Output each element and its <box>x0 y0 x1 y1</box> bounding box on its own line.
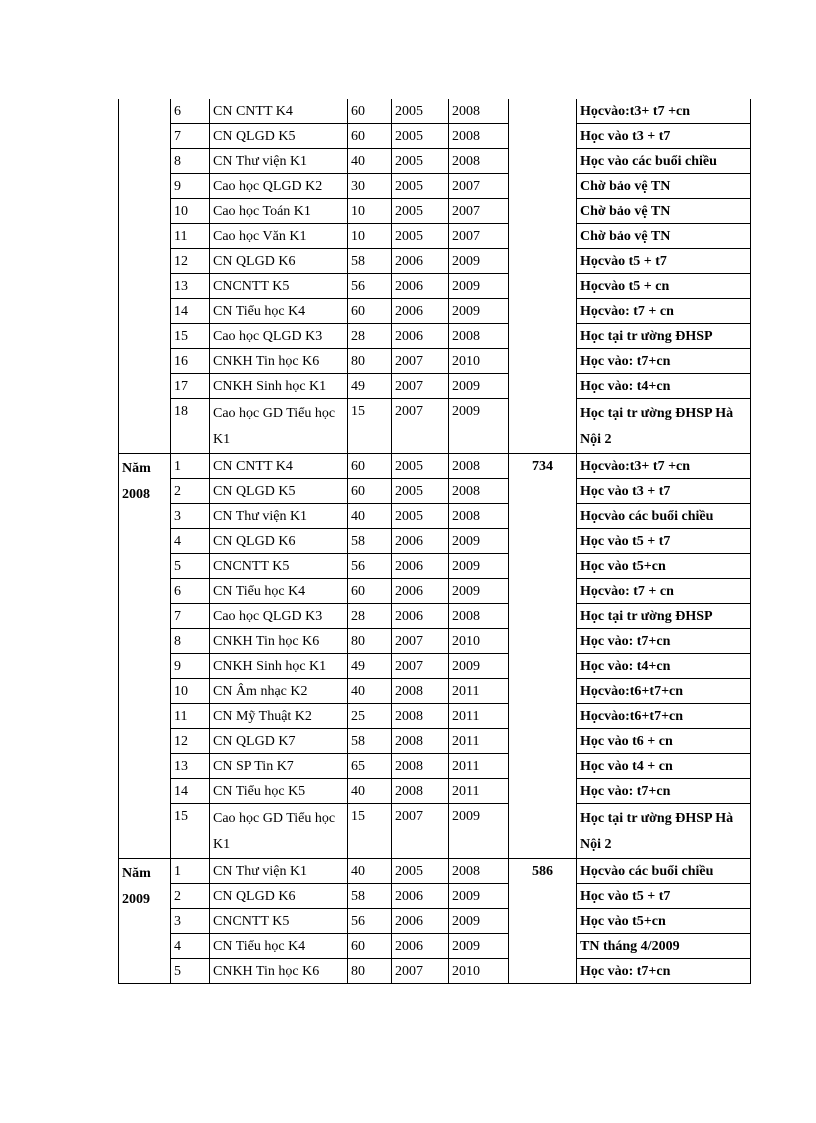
schedule-note-cell: Họcvào t5 + cn <box>577 274 751 299</box>
row-number-cell: 9 <box>171 174 210 199</box>
table-row <box>119 249 751 274</box>
year-cell: Năm 2008 <box>119 454 171 859</box>
start-year-cell: 2006 <box>392 579 449 604</box>
schedule-note-cell: Học vào: t7+cn <box>577 959 751 984</box>
schedule-note-cell: Học vào: t4+cn <box>577 374 751 399</box>
student-count-cell: 60 <box>348 299 392 324</box>
class-name-cell: CN Âm nhạc K2 <box>210 679 348 704</box>
class-name-cell: Cao học QLGD K3 <box>210 324 348 349</box>
start-year-cell: 2006 <box>392 554 449 579</box>
student-count-cell: 60 <box>348 99 392 124</box>
class-name-cell: CN Tiểu học K4 <box>210 299 348 324</box>
end-year-cell: 2010 <box>449 629 509 654</box>
schedule-note-cell: Họcvào:t3+ t7 +cn <box>577 99 751 124</box>
table-row <box>119 959 751 984</box>
start-year-cell: 2005 <box>392 149 449 174</box>
table-row <box>119 554 751 579</box>
student-count-cell: 10 <box>348 199 392 224</box>
end-year-cell: 2008 <box>449 99 509 124</box>
table-row <box>119 859 751 884</box>
end-year-cell: 2008 <box>449 604 509 629</box>
end-year-cell: 2011 <box>449 679 509 704</box>
student-count-cell: 60 <box>348 454 392 479</box>
schedule-note-cell: Học vào t3 + t7 <box>577 124 751 149</box>
student-count-cell: 56 <box>348 554 392 579</box>
schedule-note-cell: Học tại tr ường ĐHSP <box>577 324 751 349</box>
table-row <box>119 529 751 554</box>
table-row <box>119 399 751 454</box>
student-count-cell: 49 <box>348 374 392 399</box>
table-row <box>119 479 751 504</box>
class-name-cell: CN QLGD K6 <box>210 884 348 909</box>
student-count-cell: 60 <box>348 934 392 959</box>
start-year-cell: 2005 <box>392 859 449 884</box>
table-row <box>119 99 751 124</box>
schedule-note-cell: Học vào: t7+cn <box>577 779 751 804</box>
table-row <box>119 224 751 249</box>
start-year-cell: 2005 <box>392 124 449 149</box>
schedule-note-cell: Học vào t5 + t7 <box>577 529 751 554</box>
row-number-cell: 16 <box>171 349 210 374</box>
start-year-cell: 2008 <box>392 704 449 729</box>
schedule-note-cell: Học vào t5 + t7 <box>577 884 751 909</box>
end-year-cell: 2009 <box>449 299 509 324</box>
schedule-note-cell: Học tại tr ường ĐHSP <box>577 604 751 629</box>
row-number-cell: 8 <box>171 629 210 654</box>
row-number-cell: 1 <box>171 859 210 884</box>
row-number-cell: 18 <box>171 399 210 454</box>
class-name-cell: CN Mỹ Thuật K2 <box>210 704 348 729</box>
row-number-cell: 3 <box>171 504 210 529</box>
table-row <box>119 349 751 374</box>
row-number-cell: 8 <box>171 149 210 174</box>
year-cell <box>119 99 171 454</box>
student-count-cell: 80 <box>348 349 392 374</box>
row-number-cell: 14 <box>171 779 210 804</box>
row-number-cell: 13 <box>171 754 210 779</box>
schedule-note-cell: Học vào các buổi chiều <box>577 149 751 174</box>
total-cell: 734 <box>509 454 577 859</box>
class-name-cell: CN CNTT K4 <box>210 99 348 124</box>
table-row <box>119 804 751 859</box>
schedule-note-cell: Họcvào:t3+ t7 +cn <box>577 454 751 479</box>
table-row <box>119 934 751 959</box>
schedule-note-cell: Chờ bảo vệ TN <box>577 174 751 199</box>
schedule-note-cell: Học vào t5+cn <box>577 554 751 579</box>
row-number-cell: 15 <box>171 324 210 349</box>
class-name-cell: CN Tiểu học K5 <box>210 779 348 804</box>
enrollment-table <box>118 99 751 984</box>
student-count-cell: 80 <box>348 629 392 654</box>
class-name-cell: CNCNTT K5 <box>210 274 348 299</box>
end-year-cell: 2011 <box>449 754 509 779</box>
class-name-cell: Cao học QLGD K3 <box>210 604 348 629</box>
student-count-cell: 58 <box>348 249 392 274</box>
class-name-cell: CNKH Tin học K6 <box>210 629 348 654</box>
row-number-cell: 6 <box>171 579 210 604</box>
table-row <box>119 729 751 754</box>
table-row <box>119 374 751 399</box>
schedule-note-cell: Học vào: t7+cn <box>577 349 751 374</box>
schedule-note-cell: Học vào t4 + cn <box>577 754 751 779</box>
end-year-cell: 2009 <box>449 554 509 579</box>
row-number-cell: 2 <box>171 884 210 909</box>
student-count-cell: 40 <box>348 779 392 804</box>
schedule-note-cell: Họcvào:t6+t7+cn <box>577 704 751 729</box>
student-count-cell: 40 <box>348 679 392 704</box>
start-year-cell: 2007 <box>392 629 449 654</box>
row-number-cell: 7 <box>171 604 210 629</box>
start-year-cell: 2006 <box>392 274 449 299</box>
student-count-cell: 49 <box>348 654 392 679</box>
start-year-cell: 2007 <box>392 804 449 859</box>
end-year-cell: 2008 <box>449 859 509 884</box>
class-name-cell: CN CNTT K4 <box>210 454 348 479</box>
table-row <box>119 199 751 224</box>
schedule-note-cell: Học vào: t4+cn <box>577 654 751 679</box>
row-number-cell: 17 <box>171 374 210 399</box>
year-cell: Năm 2009 <box>119 859 171 984</box>
student-count-cell: 28 <box>348 324 392 349</box>
schedule-note-cell: Học vào: t7+cn <box>577 629 751 654</box>
table-row <box>119 779 751 804</box>
schedule-note-cell: Học vào t6 + cn <box>577 729 751 754</box>
start-year-cell: 2007 <box>392 399 449 454</box>
row-number-cell: 6 <box>171 99 210 124</box>
row-number-cell: 4 <box>171 934 210 959</box>
row-number-cell: 11 <box>171 224 210 249</box>
end-year-cell: 2010 <box>449 959 509 984</box>
row-number-cell: 3 <box>171 909 210 934</box>
class-name-cell: CN QLGD K5 <box>210 479 348 504</box>
student-count-cell: 56 <box>348 274 392 299</box>
schedule-note-cell: Họcvào các buổi chiều <box>577 859 751 884</box>
class-name-cell: CNKH Sinh học K1 <box>210 654 348 679</box>
row-number-cell: 10 <box>171 199 210 224</box>
class-name-cell: CNKH Tin học K6 <box>210 349 348 374</box>
end-year-cell: 2009 <box>449 374 509 399</box>
class-name-cell: Cao học QLGD K2 <box>210 174 348 199</box>
end-year-cell: 2008 <box>449 479 509 504</box>
start-year-cell: 2008 <box>392 779 449 804</box>
schedule-note-cell: Học vào t5+cn <box>577 909 751 934</box>
class-name-cell: Cao học GD Tiểu học K1 <box>210 804 348 859</box>
student-count-cell: 58 <box>348 729 392 754</box>
class-name-cell: CNKH Tin học K6 <box>210 959 348 984</box>
start-year-cell: 2007 <box>392 654 449 679</box>
start-year-cell: 2006 <box>392 299 449 324</box>
table-row <box>119 604 751 629</box>
student-count-cell: 40 <box>348 859 392 884</box>
student-count-cell: 60 <box>348 479 392 504</box>
schedule-note-cell: Học tại tr ường ĐHSP Hà Nội 2 <box>577 804 751 859</box>
end-year-cell: 2011 <box>449 729 509 754</box>
schedule-note-cell: Họcvào: t7 + cn <box>577 299 751 324</box>
table-row <box>119 884 751 909</box>
end-year-cell: 2011 <box>449 779 509 804</box>
start-year-cell: 2005 <box>392 99 449 124</box>
schedule-note-cell: Họcvào: t7 + cn <box>577 579 751 604</box>
row-number-cell: 5 <box>171 959 210 984</box>
row-number-cell: 11 <box>171 704 210 729</box>
row-number-cell: 5 <box>171 554 210 579</box>
start-year-cell: 2005 <box>392 504 449 529</box>
end-year-cell: 2007 <box>449 224 509 249</box>
end-year-cell: 2008 <box>449 124 509 149</box>
start-year-cell: 2007 <box>392 374 449 399</box>
table-row <box>119 909 751 934</box>
end-year-cell: 2008 <box>449 504 509 529</box>
start-year-cell: 2007 <box>392 959 449 984</box>
student-count-cell: 80 <box>348 959 392 984</box>
student-count-cell: 56 <box>348 909 392 934</box>
end-year-cell: 2009 <box>449 934 509 959</box>
end-year-cell: 2009 <box>449 399 509 454</box>
end-year-cell: 2008 <box>449 454 509 479</box>
class-name-cell: CN QLGD K6 <box>210 249 348 274</box>
table-row <box>119 629 751 654</box>
row-number-cell: 13 <box>171 274 210 299</box>
student-count-cell: 60 <box>348 124 392 149</box>
table-row <box>119 679 751 704</box>
start-year-cell: 2006 <box>392 934 449 959</box>
class-name-cell: CN QLGD K5 <box>210 124 348 149</box>
table-row <box>119 324 751 349</box>
row-number-cell: 7 <box>171 124 210 149</box>
start-year-cell: 2006 <box>392 909 449 934</box>
class-name-cell: CN Thư viện K1 <box>210 859 348 884</box>
start-year-cell: 2006 <box>392 324 449 349</box>
table-row <box>119 124 751 149</box>
end-year-cell: 2008 <box>449 149 509 174</box>
row-number-cell: 2 <box>171 479 210 504</box>
student-count-cell: 25 <box>348 704 392 729</box>
schedule-note-cell: Chờ bảo vệ TN <box>577 224 751 249</box>
start-year-cell: 2005 <box>392 479 449 504</box>
row-number-cell: 14 <box>171 299 210 324</box>
end-year-cell: 2009 <box>449 274 509 299</box>
class-name-cell: CN SP Tin K7 <box>210 754 348 779</box>
total-cell <box>509 99 577 454</box>
table-row <box>119 754 751 779</box>
end-year-cell: 2009 <box>449 804 509 859</box>
start-year-cell: 2006 <box>392 529 449 554</box>
row-number-cell: 10 <box>171 679 210 704</box>
row-number-cell: 1 <box>171 454 210 479</box>
table-row <box>119 504 751 529</box>
class-name-cell: CN Thư viện K1 <box>210 149 348 174</box>
student-count-cell: 58 <box>348 884 392 909</box>
end-year-cell: 2009 <box>449 249 509 274</box>
student-count-cell: 15 <box>348 804 392 859</box>
row-number-cell: 4 <box>171 529 210 554</box>
end-year-cell: 2009 <box>449 579 509 604</box>
row-number-cell: 12 <box>171 729 210 754</box>
start-year-cell: 2005 <box>392 174 449 199</box>
end-year-cell: 2008 <box>449 324 509 349</box>
schedule-note-cell: Họcvào các buổi chiều <box>577 504 751 529</box>
end-year-cell: 2009 <box>449 884 509 909</box>
start-year-cell: 2005 <box>392 454 449 479</box>
start-year-cell: 2006 <box>392 604 449 629</box>
row-number-cell: 9 <box>171 654 210 679</box>
class-name-cell: CNKH Sinh học K1 <box>210 374 348 399</box>
class-name-cell: Cao học Toán K1 <box>210 199 348 224</box>
schedule-note-cell: Học tại tr ường ĐHSP Hà Nội 2 <box>577 399 751 454</box>
start-year-cell: 2006 <box>392 249 449 274</box>
start-year-cell: 2005 <box>392 199 449 224</box>
table-row <box>119 274 751 299</box>
schedule-note-cell: Chờ bảo vệ TN <box>577 199 751 224</box>
class-name-cell: CN QLGD K7 <box>210 729 348 754</box>
total-cell: 586 <box>509 859 577 984</box>
end-year-cell: 2007 <box>449 174 509 199</box>
schedule-note-cell: Họcvào t5 + t7 <box>577 249 751 274</box>
row-number-cell: 15 <box>171 804 210 859</box>
class-name-cell: CN QLGD K6 <box>210 529 348 554</box>
table-body <box>119 99 751 984</box>
table-row <box>119 654 751 679</box>
end-year-cell: 2011 <box>449 704 509 729</box>
class-name-cell: Cao học GD Tiểu học K1 <box>210 399 348 454</box>
start-year-cell: 2005 <box>392 224 449 249</box>
student-count-cell: 30 <box>348 174 392 199</box>
table-row <box>119 149 751 174</box>
class-name-cell: CN Tiểu học K4 <box>210 934 348 959</box>
row-number-cell: 12 <box>171 249 210 274</box>
table-row <box>119 704 751 729</box>
student-count-cell: 40 <box>348 504 392 529</box>
class-name-cell: CN Thư viện K1 <box>210 504 348 529</box>
table-row <box>119 299 751 324</box>
table-row <box>119 174 751 199</box>
schedule-note-cell: Học vào t3 + t7 <box>577 479 751 504</box>
student-count-cell: 10 <box>348 224 392 249</box>
end-year-cell: 2010 <box>449 349 509 374</box>
end-year-cell: 2009 <box>449 909 509 934</box>
class-name-cell: CN Tiểu học K4 <box>210 579 348 604</box>
start-year-cell: 2008 <box>392 729 449 754</box>
start-year-cell: 2006 <box>392 884 449 909</box>
student-count-cell: 40 <box>348 149 392 174</box>
start-year-cell: 2008 <box>392 679 449 704</box>
student-count-cell: 15 <box>348 399 392 454</box>
end-year-cell: 2007 <box>449 199 509 224</box>
table-row <box>119 454 751 479</box>
student-count-cell: 60 <box>348 579 392 604</box>
class-name-cell: Cao học Văn K1 <box>210 224 348 249</box>
end-year-cell: 2009 <box>449 529 509 554</box>
end-year-cell: 2009 <box>449 654 509 679</box>
class-name-cell: CNCNTT K5 <box>210 909 348 934</box>
student-count-cell: 65 <box>348 754 392 779</box>
class-name-cell: CNCNTT K5 <box>210 554 348 579</box>
schedule-note-cell: Họcvào:t6+t7+cn <box>577 679 751 704</box>
student-count-cell: 58 <box>348 529 392 554</box>
start-year-cell: 2008 <box>392 754 449 779</box>
student-count-cell: 28 <box>348 604 392 629</box>
start-year-cell: 2007 <box>392 349 449 374</box>
schedule-note-cell: TN tháng 4/2009 <box>577 934 751 959</box>
table-row <box>119 579 751 604</box>
